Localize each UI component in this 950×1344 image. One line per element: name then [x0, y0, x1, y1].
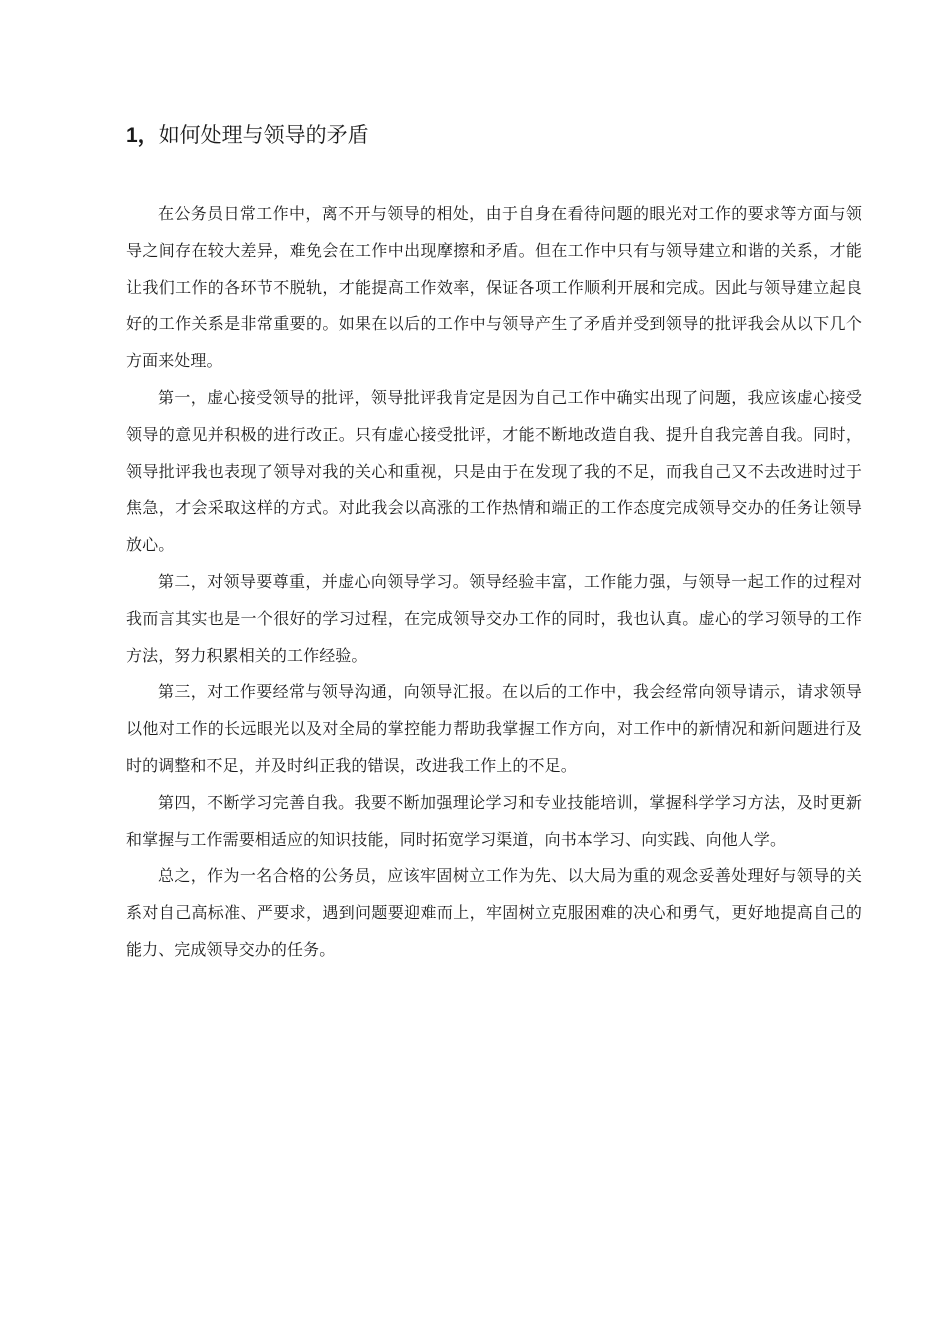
title-text: 如何处理与领导的矛盾 — [158, 123, 369, 147]
document-body — [126, 196, 862, 969]
paragraph-fourth-point: 第四，不断学习完善自我。我要不断加强理论学习和专业技能培训，掌握科学学习方法，及时更新和掌握与工作需要相适应的知识技能，同时拓宽学习渠道，向书本学习、向实践、向他人学。 — [126, 792, 862, 849]
document-title — [126, 120, 826, 151]
paragraph-conclusion: 总之，作为一名合格的公务员，应该牢固树立工作为先、以大局为重的观念妥善处理好与领导的关系对自己高标准、严要求，遇到问题要迎难而上，牢固树立克服困难的决心和勇气，更好地提高自己的能力、完成领导交办的任务。 — [126, 866, 862, 959]
paragraph-third-point: 第三，对工作要经常与领导沟通，向领导汇报。在以后的工作中，我会经常向领导请示，请求领导以他对工作的长远眼光以及对全局的掌控能力帮助我掌握工作方向，对工作中的新情况和新问题进行及时的调整和不足，并及时纠正我的错误，改进我工作上的不足。 — [126, 682, 862, 775]
title-number: 1， — [126, 124, 159, 147]
paragraph-second-point: 第二，对领导要尊重，并虚心向领导学习。领导经验丰富，工作能力强，与领导一起工作的过程对我而言其实也是一个很好的学习过程，在完成领导交办工作的同时，我也认真。虚心的学习领导的工作方法，努力积累相关的工作经验。 — [126, 571, 862, 665]
paragraph-first-point: 第一，虚心接受领导的批评，领导批评我肯定是因为自己工作中确实出现了问题，我应该虚心接受领导的意见并积极的进行改正。只有虚心接受批评，才能不断地改造自我、提升自我完善自我。同时，领导批评我也表现了领导对我的关心和重视，只是由于在发现了我的不足，而我自己又不去改进时过于焦急，才会采取这样的方式。对此我会以高涨的工作热情和端正的工作态度完成领导交办的任务让领导放心。 — [126, 387, 862, 555]
paragraph-intro: 在公务员日常工作中，离不开与领导的相处，由于自身在看待问题的眼光对工作的要求等方面与领导之间存在较大差异，难免会在工作中出现摩擦和矛盾。但在工作中只有与领导建立和谐的关系，才能让我们工作的各环节不脱轨，才能提高工作效率，保证各项工作顺利开展和完成。因此与领导建立起良好的工作关系是非常重要的。如果在以后的工作中与领导产生了矛盾并受到领导的批评我会从以下几个方面来处理。 — [126, 204, 862, 371]
